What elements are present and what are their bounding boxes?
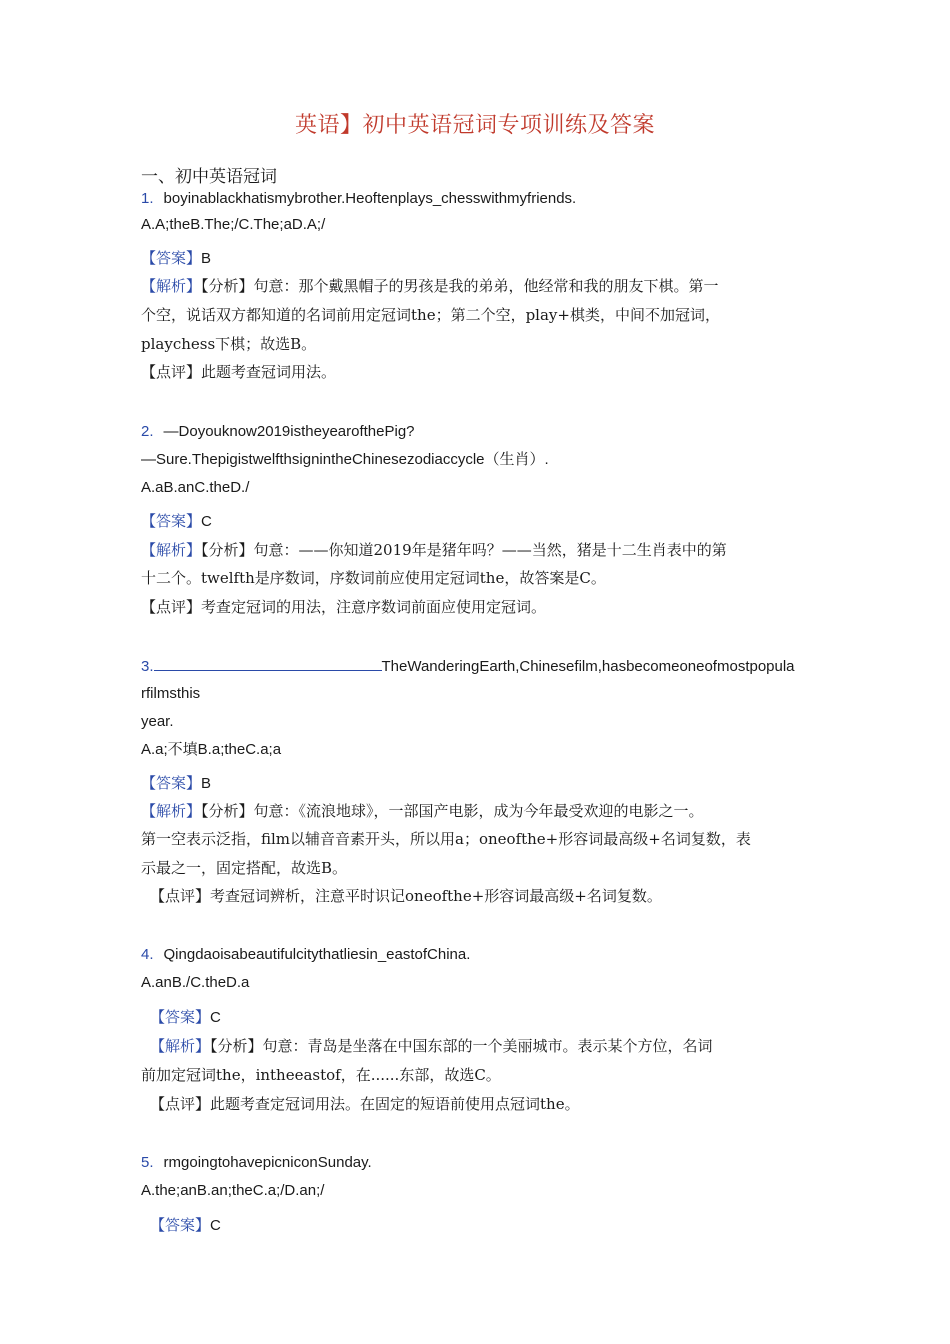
question-3-analysis-line: 示最之一，固定搭配，故选B。: [141, 859, 348, 877]
answer-value: C: [201, 513, 212, 530]
question-number: 3.: [141, 658, 154, 675]
analysis-label: 【解析】: [150, 1037, 211, 1055]
question-number: 5.: [141, 1154, 154, 1171]
question-1-stem: [141, 189, 576, 209]
question-3-stem: [141, 656, 795, 677]
question-1-analysis-line: playchess下棋；故选B。: [141, 335, 317, 353]
question-4-comment: 【点评】此题考查定冠词用法。在固定的短语前使用点冠词the。: [150, 1095, 580, 1113]
answer-label: 【答案】: [141, 249, 202, 267]
answer-value: B: [201, 775, 212, 792]
question-2-analysis-line: [141, 540, 727, 561]
answer-label: 【答案】: [141, 774, 202, 792]
question-text: Qingdaoisabeautifulcitythatliesin_eastofChina.: [163, 946, 471, 963]
analysis-text: 【分析】句意：《流浪地球》，一部国产电影，成为今年最受欢迎的电影之一。: [201, 802, 704, 820]
analysis-text: 【分析】句意：那个戴黑帽子的男孩是我的弟弟，他经常和我的朋友下棋。第一: [201, 277, 719, 295]
analysis-label: 【解析】: [141, 802, 202, 820]
question-3-stem-cont: rfilmsthis: [141, 685, 201, 702]
question-2-options: A.aB.anC.theD./: [141, 479, 250, 496]
section-heading: 一、初中英语冠词: [141, 167, 277, 187]
question-3-stem-cont: year.: [141, 713, 174, 730]
question-number: 1.: [141, 190, 154, 207]
question-text: boyinablackhatismybrother.Heoftenplays_chesswithmyfriends.: [163, 190, 577, 207]
question-3-comment: 【点评】考查冠词辨析，注意平时识记oneofthe+形容词最高级+名词复数。: [150, 887, 662, 905]
question-5-options: A.the;anB.an;theC.a;/D.an;/: [141, 1182, 325, 1199]
question-4-stem: [141, 945, 470, 965]
analysis-text: 【分析】句意：青岛是坐落在中国东部的一个美丽城市。表示某个方位，名词: [210, 1037, 713, 1055]
question-1-comment: 【点评】此题考查冠词用法。: [141, 363, 337, 381]
question-2-stem: [141, 422, 415, 442]
analysis-label: 【解析】: [141, 541, 202, 559]
answer-value: B: [201, 250, 212, 267]
question-number: 2.: [141, 423, 154, 440]
question-text: —Doyouknow2019istheyearofthePig?: [163, 423, 415, 440]
question-2-comment: 【点评】考查定冠词的用法，注意序数词前面应使用定冠词。: [141, 598, 547, 616]
question-2-analysis-line: 十二个。twelfth是序数词，序数词前应使用定冠词the，故答案是C。: [141, 569, 606, 587]
question-4-analysis-line: 前加定冠词the，intheeastof，在......东部，故选C。: [141, 1066, 501, 1084]
answer-blank: [154, 656, 382, 671]
analysis-text: 【分析】句意：——你知道2019年是猪年吗？——当然，猪是十二生肖表中的第: [201, 541, 727, 559]
question-2-reply: —Sure.ThepigistwelfthsignintheChinesezodiaccycle（生肖）.: [141, 451, 549, 468]
question-4-options: A.anB./C.theD.a: [141, 974, 250, 991]
answer-label: 【答案】: [141, 512, 202, 530]
question-5-answer: [150, 1215, 221, 1236]
question-1-answer: [141, 248, 211, 269]
question-3-answer: [141, 773, 211, 794]
question-number: 4.: [141, 946, 154, 963]
analysis-label: 【解析】: [141, 277, 202, 295]
question-3-analysis-line: 第一空表示泛指，film以辅音音素开头，所以用a；oneofthe+形容词最高级+名词复数，表: [141, 830, 751, 848]
question-4-analysis-line: [150, 1036, 713, 1057]
question-1-options: A.A;theB.The;/C.The;aD.A;/: [141, 216, 326, 233]
answer-value: C: [210, 1009, 221, 1026]
question-3-analysis-line: [141, 801, 704, 822]
answer-label: 【答案】: [150, 1008, 211, 1026]
answer-label: 【答案】: [150, 1216, 211, 1234]
question-4-answer: [150, 1007, 221, 1028]
question-5-stem: [141, 1153, 372, 1173]
question-1-analysis-line: [141, 276, 719, 297]
page-title: 英语】初中英语冠词专项训练及答案: [294, 113, 655, 138]
question-text: TheWanderingEarth,Chinesefilm,hasbecomeoneofmostpopula: [381, 658, 795, 675]
question-3-options: A.a;不填B.a;theC.a;a: [141, 741, 282, 758]
question-text: rmgoingtohavepicniconSunday.: [163, 1154, 372, 1171]
question-2-answer: [141, 511, 212, 532]
answer-value: C: [210, 1217, 221, 1234]
question-1-analysis-line: 个空，说话双方都知道的名词前用定冠词the；第二个空，play+棋类，中间不加冠词，: [141, 306, 720, 324]
